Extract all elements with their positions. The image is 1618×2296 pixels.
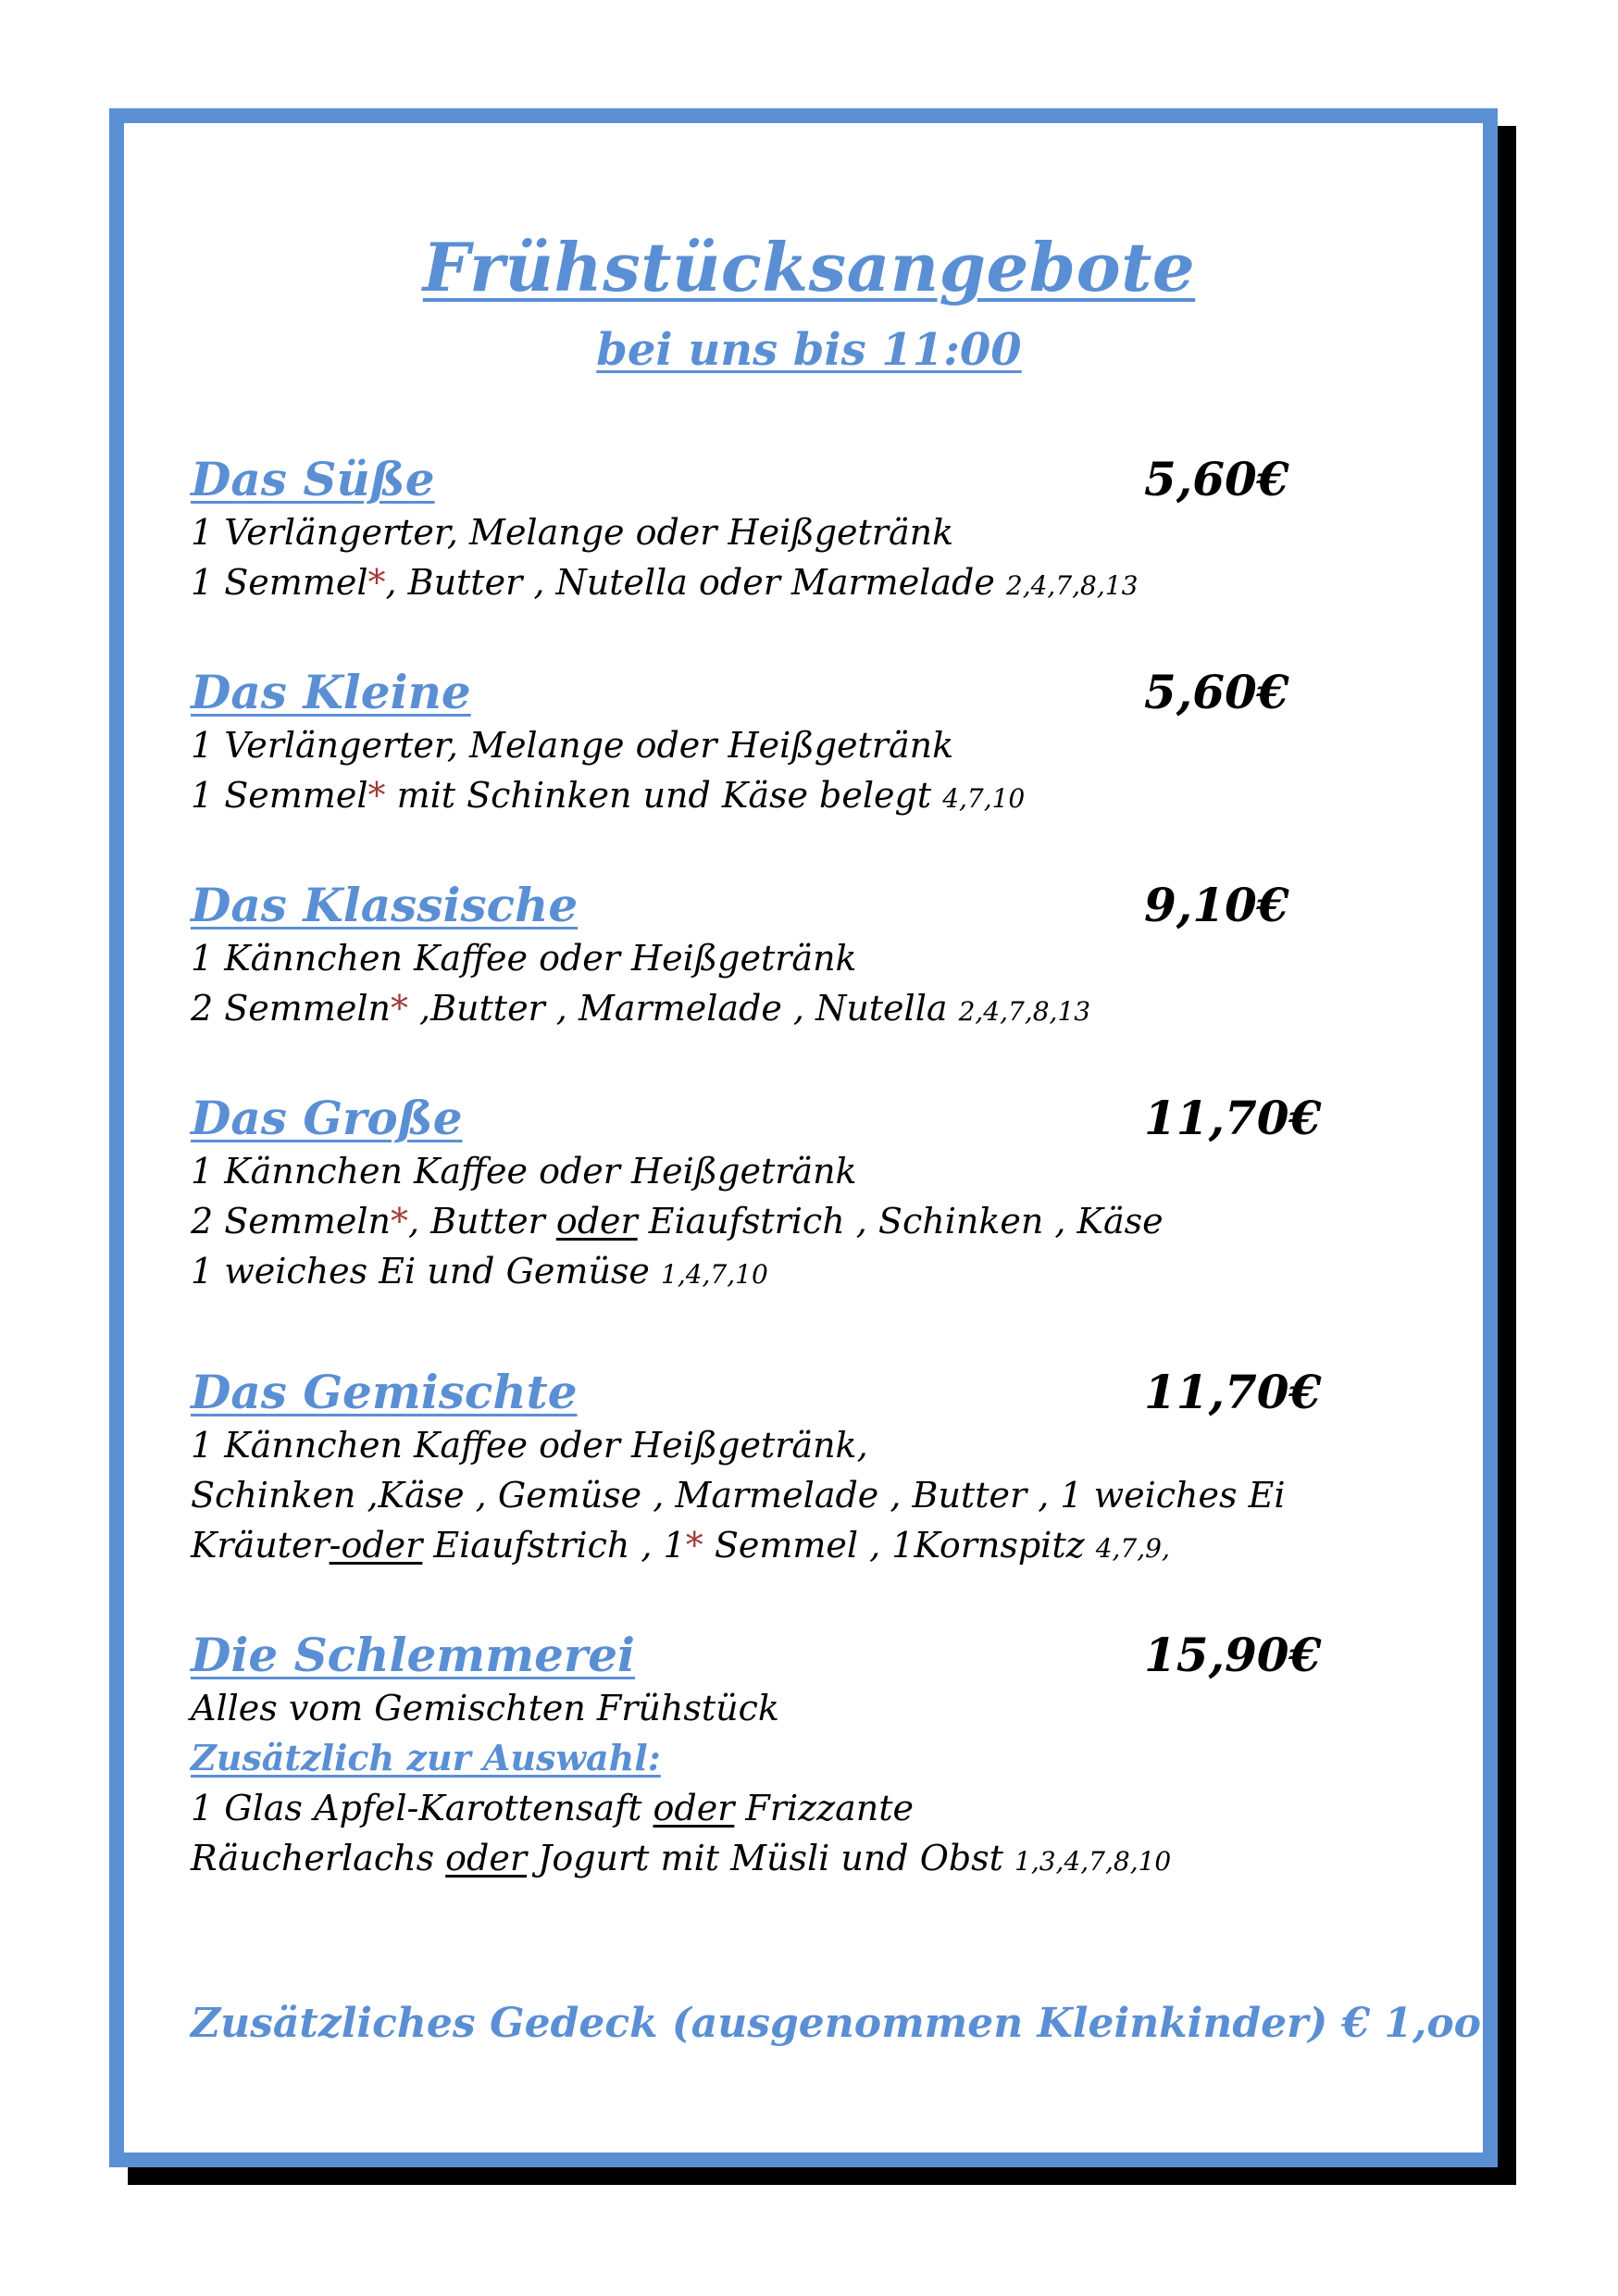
choice-heading: Zusätzlich zur Auswahl: bbox=[191, 1737, 661, 1778]
asterisk-mark: * bbox=[685, 1525, 703, 1566]
item-description-line: Schinken ,Käse , Gemüse , Marmelade , Butter , 1 weiches Ei bbox=[191, 1475, 1286, 1516]
item-description-line: 1 Semmel* mit Schinken und Käse belegt 4,7,10 bbox=[191, 775, 1026, 816]
item-price: 11,70€ bbox=[1144, 1365, 1322, 1419]
page-title: Frühstücksangebote bbox=[422, 228, 1196, 306]
item-price: 15,90€ bbox=[1144, 1628, 1322, 1682]
item-description-line: 1 Kännchen Kaffee oder Heißgetränk, bbox=[191, 1425, 868, 1466]
menu-item-das-kleine bbox=[191, 665, 1394, 820]
item-description-line: Räucherlachs oder Jogurt mit Müsli und Obst 1,3,4,7,8,10 bbox=[191, 1838, 1172, 1878]
item-description-line: 2 Semmeln* ,Butter , Marmelade , Nutella 2,4,7,8,13 bbox=[191, 988, 1091, 1029]
item-name: Das Gemischte bbox=[191, 1365, 578, 1419]
allergen-codes: 1,4,7,10 bbox=[661, 1259, 768, 1290]
asterisk-mark: * bbox=[390, 1201, 408, 1242]
menu-item-das-grosse bbox=[191, 1091, 1394, 1296]
item-description-line: 1 Verlängerter, Melange oder Heißgetränk bbox=[191, 512, 954, 553]
item-name: Die Schlemmerei bbox=[191, 1628, 636, 1682]
asterisk-mark: * bbox=[367, 775, 386, 816]
item-description-line: Kräuter-oder Eiaufstrich , 1* Semmel , 1Kornspitz 4,7,9, bbox=[191, 1525, 1170, 1566]
allergen-codes: 2,4,7,8,13 bbox=[958, 996, 1091, 1027]
item-name: Das Große bbox=[191, 1091, 463, 1145]
asterisk-mark: * bbox=[367, 562, 386, 603]
item-price: 11,70€ bbox=[1144, 1091, 1322, 1145]
item-description-line: 1 Semmel*, Butter , Nutella oder Marmelade 2,4,7,8,13 bbox=[191, 562, 1139, 603]
menu-item-das-klassische bbox=[191, 878, 1394, 1033]
menu-item-das-suesse bbox=[191, 452, 1394, 607]
item-price: 5,60€ bbox=[1144, 665, 1289, 719]
item-description-line: 1 Verlängerter, Melange oder Heißgetränk bbox=[191, 725, 954, 766]
allergen-codes: 2,4,7,8,13 bbox=[1005, 570, 1139, 601]
menu-item-die-schlemmerei bbox=[191, 1628, 1394, 1883]
item-price: 5,60€ bbox=[1144, 452, 1289, 506]
allergen-codes: 1,3,4,7,8,10 bbox=[1014, 1846, 1172, 1877]
allergen-codes: 4,7,9, bbox=[1095, 1533, 1170, 1564]
item-name: Das Süße bbox=[191, 452, 435, 506]
item-description-line: 1 Glas Apfel-Karottensaft oder Frizzante bbox=[191, 1788, 915, 1828]
item-description-line: 1 Kännchen Kaffee oder Heißgetränk bbox=[191, 1151, 857, 1192]
item-description-line: 1 weiches Ei und Gemüse 1,4,7,10 bbox=[191, 1251, 768, 1292]
item-description-line: Alles vom Gemischten Frühstück bbox=[191, 1688, 779, 1728]
item-name: Das Kleine bbox=[191, 665, 471, 719]
asterisk-mark: * bbox=[390, 988, 408, 1029]
menu-item-das-gemischte bbox=[191, 1365, 1394, 1570]
page-subtitle: bei uns bis 11:00 bbox=[596, 324, 1022, 376]
item-price: 9,10€ bbox=[1144, 878, 1289, 932]
extra-cover-charge-note: Zusätzliches Gedeck (ausgenommen Kleinkinder) € 1,oo bbox=[191, 2000, 1482, 2047]
item-description-line: 2 Semmeln*, Butter oder Eiaufstrich , Schinken , Käse bbox=[191, 1201, 1164, 1242]
allergen-codes: 4,7,10 bbox=[942, 783, 1026, 814]
item-description-line: 1 Kännchen Kaffee oder Heißgetränk bbox=[191, 938, 857, 979]
item-name: Das Klassische bbox=[191, 878, 579, 932]
